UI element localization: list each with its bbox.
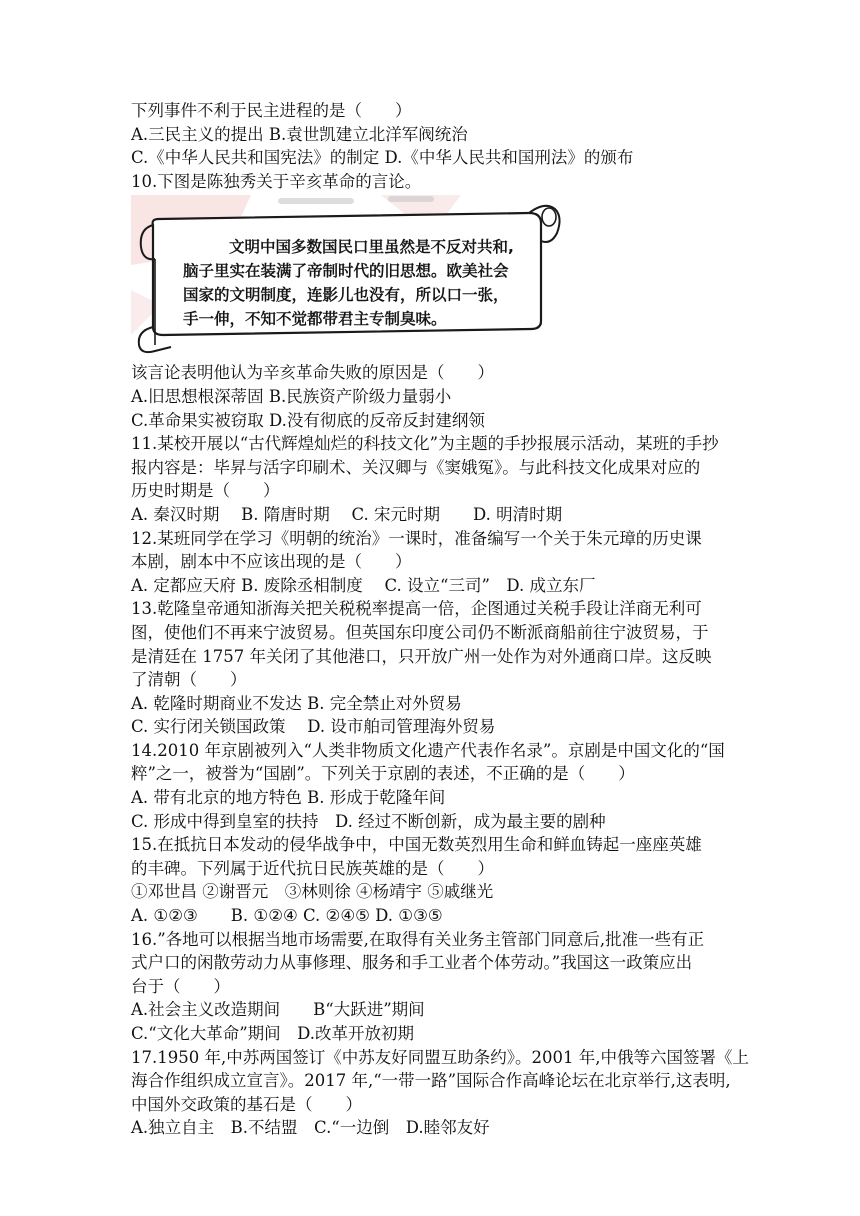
text-line: 下列事件不利于民主进程的是（ ） — [131, 101, 412, 120]
text-block-before-figure — [131, 99, 731, 193]
text-line: A. 秦汉时期 B. 隋唐时期 C. 宋元时期 D. 明清时期 — [131, 504, 563, 524]
text-line: C.革命果实被窃取 D.没有彻底的反帝反封建纲领 — [131, 410, 485, 430]
text-line: C.《中华人民共和国宪法》的制定 D.《中华人民共和国刑法》的颁布 — [131, 148, 634, 168]
text-line: A.旧思想根深蒂固 B.民族资产阶级力量弱小 — [131, 386, 452, 406]
text-line: C. 形成中得到皇室的扶持 D. 经过不断创新，成为最主要的剧种 — [131, 811, 606, 831]
text-line: 该言论表明他认为辛亥革命失败的原因是（ ） — [131, 363, 494, 383]
quote-line: 脑子里实在装满了帝制时代的旧思想。欧美社会 — [183, 262, 509, 281]
text-line: ①邓世昌 ②谢晋元 ③林则徐 ④杨靖宇 ⑤戚继光 — [131, 882, 494, 902]
text-line: 历史时期是（ ） — [131, 481, 280, 501]
text-line: 报内容是：毕昇与活字印刷术、关汉卿与《窦娥冤》。与此科技文化成果对应的 — [131, 457, 701, 477]
text-line: 海合作组织成立宣言》。2017 年,“一带一路”国际合作高峰论坛在北京举行,这表明, — [131, 1071, 731, 1091]
text-line: 13.乾隆皇帝通知浙海关把关税税率提高一倍，企图通过关税手段让洋商无利可 — [131, 599, 702, 619]
quote-line: 手一伸，不知不觉都带君主专制臭味。 — [183, 310, 447, 329]
text-line: A.社会主义改造期间 B“大跃进”期间 — [131, 1000, 425, 1020]
text-line: A. 带有北京的地方特色 B. 形成于乾隆年间 — [131, 788, 446, 808]
quote-line: 文明中国多数国民口里虽然是不反对共和, — [229, 238, 514, 257]
text-line: 14.2010 年京剧被列入“人类非物质文化遗产代表作名录”。京剧是中国文化的“国 — [131, 740, 725, 760]
text-line: A. 定都应天府 B. 废除丞相制度 C. 设立“三司” D. 成立东厂 — [131, 575, 596, 595]
text-line: 15.在抵抗日本发动的侵华战争中，中国无数英烈用生命和鲜血铸起一座座英雄 — [131, 835, 702, 855]
text-line: 17.1950 年,中苏两国签订《中苏友好同盟互助条约》。2001 年,中俄等六国签署《上 — [131, 1047, 749, 1067]
text-line: 10.下图是陈独秀关于辛亥革命的言论。 — [131, 171, 422, 191]
text-line: 11.某校开展以“古代辉煌灿烂的科技文化”为主题的手抄报展示活动，某班的手抄 — [131, 434, 719, 454]
text-line: A. 乾隆时期商业不发达 B. 完全禁止对外贸易 — [131, 693, 462, 713]
text-line: 是清廷在 1757 年关闭了其他港口，只开放广州一处作为对外通商口岸。这反映 — [131, 646, 712, 666]
text-block-after-figure — [131, 361, 749, 1140]
quote-text — [183, 235, 543, 331]
text-line: 了清朝（ ） — [131, 670, 247, 690]
text-line: 12.某班同学在学习《明朝的统治》一课时，准备编写一个关于朱元璋的历史课 — [131, 528, 702, 548]
text-line: 本剧，剧本中不应该出现的是（ ） — [131, 552, 412, 572]
text-line: 图，使他们不再来宁波贸易。但英国东印度公司仍不断派商船前往宁波贸易，于 — [131, 622, 709, 642]
text-line: 式户口的闲散劳动力从事修理、服务和手工业者个体劳动。”我国这一政策应出 — [131, 953, 693, 973]
text-line: 的丰碑。下列属于近代抗日民族英雄的是（ ） — [131, 858, 494, 878]
text-line: 中国外交政策的基石是（ ） — [131, 1094, 362, 1114]
text-line: A. ①②③ B. ①②④ C. ②④⑤ D. ①③⑤ — [131, 906, 443, 926]
text-line: A.三民主义的提出 B.袁世凯建立北洋军阀统治 — [131, 124, 468, 144]
text-line: 粹”之一，被誉为“国剧”。下列关于京剧的表述，不正确的是（ ） — [131, 764, 635, 784]
quote-line: 国家的文明制度，连影儿也没有，所以口一张， — [183, 286, 509, 305]
question-content — [131, 99, 749, 1140]
text-line: C. 实行闭关锁国政策 D. 设市舶司管理海外贸易 — [131, 717, 496, 737]
text-line: 16.”各地可以根据当地市场需要,在取得有关业务主管部门同意后,批准一些有正 — [131, 929, 705, 949]
text-line: A.独立自主 B.不结盟 C.“一边倒 D.睦邻友好 — [131, 1118, 490, 1138]
text-line: C.“文化大革命”期间 D.改革开放初期 — [131, 1024, 415, 1043]
chen-duxiu-quote-figure — [131, 195, 567, 359]
text-line: 台于（ ） — [131, 976, 230, 996]
